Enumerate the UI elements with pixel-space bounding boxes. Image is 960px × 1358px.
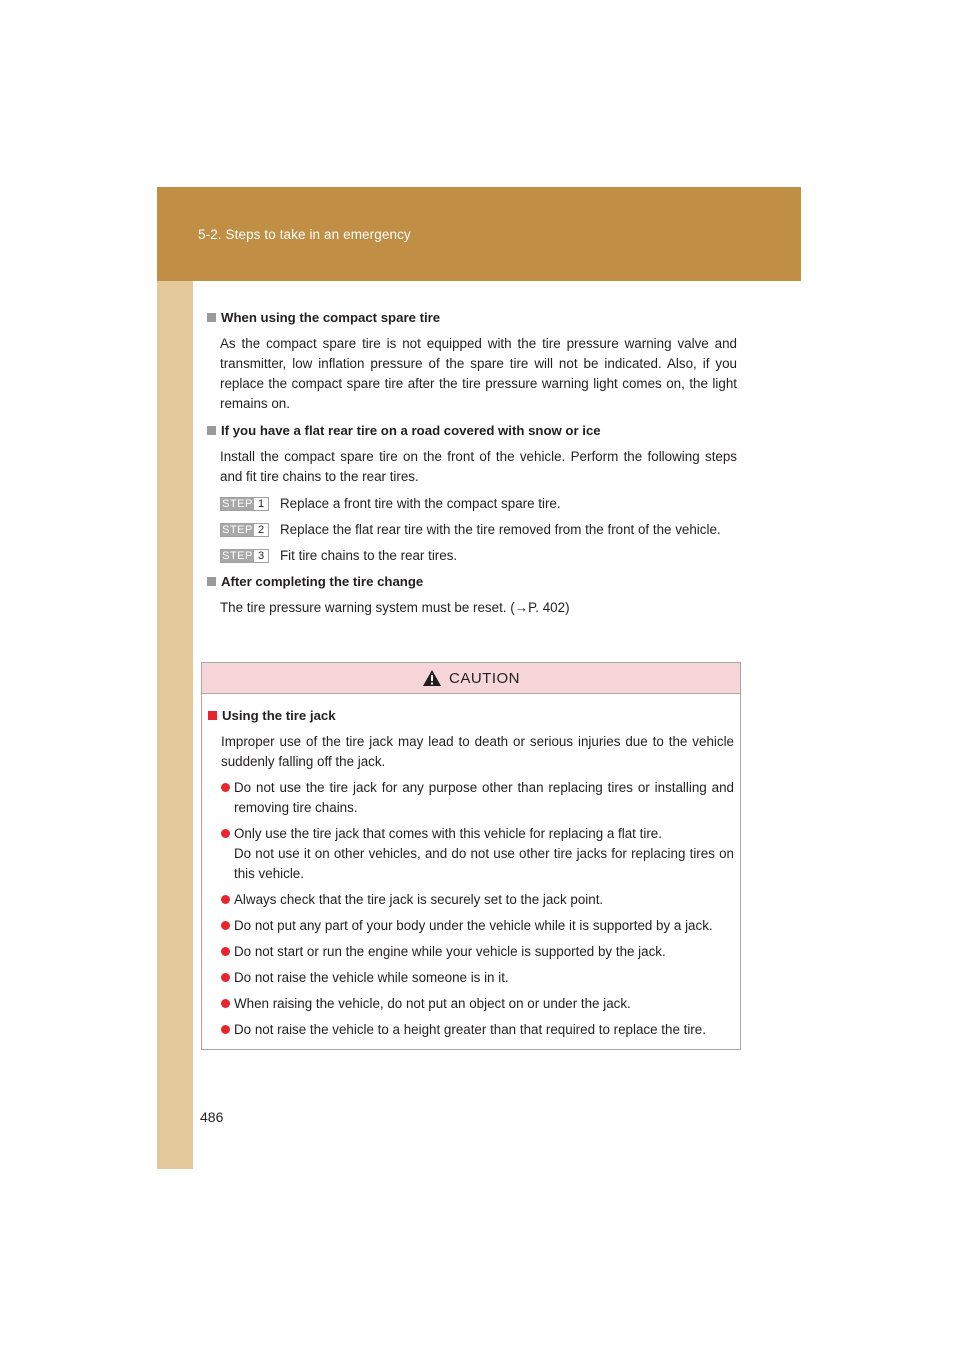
- step-text: Fit tire chains to the rear tires.: [280, 548, 458, 563]
- caution-bullet: [221, 968, 734, 988]
- caution-intro: Improper use of the tire jack may lead to death or serious injuries due to the vehicle suddenly falling off the jack.: [221, 734, 734, 769]
- section-title: 5-2. Steps to take in an emergency: [198, 227, 411, 242]
- caution-bullet-list: [208, 778, 734, 1040]
- step-badge: STEP 3: [220, 549, 269, 563]
- caution-heading: Using the tire jack: [208, 706, 734, 726]
- caution-bullet: [221, 916, 734, 936]
- caution-bullet: [221, 824, 734, 884]
- caution-box: [201, 662, 741, 1050]
- square-bullet-icon: [207, 313, 216, 322]
- red-dot-bullet-icon: [221, 999, 230, 1008]
- red-dot-bullet-icon: [221, 783, 230, 792]
- caution-header: [202, 663, 740, 694]
- caution-bullet: [221, 942, 734, 962]
- section-body: As the compact spare tire is not equipped with the tire pressure warning valve and transmitter, low inflation pressure of the spare tire will not be indicated. Also, if you replace the compact spare tire after the tire pressure warning light comes on, the light remains on.: [220, 336, 737, 411]
- caution-bullet: [221, 778, 734, 818]
- caution-bullet-text: Always check that the tire jack is securely set to the jack point.: [234, 892, 604, 907]
- step-item: [220, 546, 737, 566]
- caution-bullet: [221, 890, 734, 910]
- step-text: Replace a front tire with the compact spare tire.: [280, 496, 561, 511]
- side-strip: [157, 187, 193, 1169]
- square-bullet-icon: [208, 711, 217, 720]
- red-dot-bullet-icon: [221, 829, 230, 838]
- caution-bullet-text: Do not start or run the engine while your vehicle is supported by the jack.: [234, 944, 666, 959]
- red-dot-bullet-icon: [221, 921, 230, 930]
- square-bullet-icon: [207, 426, 216, 435]
- red-dot-bullet-icon: [221, 947, 230, 956]
- section-body: Install the compact spare tire on the front of the vehicle. Perform the following steps and fit tire chains to the rear tires.: [220, 449, 737, 484]
- caution-bullet-text: Do not raise the vehicle to a height greater than that required to replace the tire.: [234, 1022, 706, 1037]
- step-badge: STEP 2: [220, 523, 269, 537]
- red-dot-bullet-icon: [221, 973, 230, 982]
- caution-bullet: [221, 1020, 734, 1040]
- step-text: Replace the flat rear tire with the tire removed from the front of the vehicle.: [280, 522, 721, 537]
- section-heading: When using the compact spare tire: [207, 308, 737, 328]
- page-number: 486: [200, 1109, 224, 1125]
- step-item: [220, 494, 737, 514]
- main-content: [207, 308, 737, 625]
- caution-bullet-text: Only use the tire jack that comes with this vehicle for replacing a flat tire. Do not use it on other vehicles, and do not use other tire jacks for replacing tires on this vehicle.: [234, 826, 734, 881]
- caution-body: [202, 694, 740, 1040]
- section-heading: If you have a flat rear tire on a road covered with snow or ice: [207, 421, 737, 441]
- step-badge: STEP 1: [220, 497, 269, 511]
- section-heading: After completing the tire change: [207, 572, 737, 592]
- warning-triangle-icon: [422, 669, 442, 687]
- red-dot-bullet-icon: [221, 895, 230, 904]
- caution-bullet-text: When raising the vehicle, do not put an object on or under the jack.: [234, 996, 631, 1011]
- caution-bullet: [221, 994, 734, 1014]
- caution-bullet-text: Do not use the tire jack for any purpose other than replacing tires or installing and removing tire chains.: [234, 780, 734, 815]
- square-bullet-icon: [207, 577, 216, 586]
- caution-title: CAUTION: [449, 669, 520, 687]
- step-item: [220, 520, 737, 540]
- caution-bullet-text: Do not raise the vehicle while someone is in it.: [234, 970, 509, 985]
- red-dot-bullet-icon: [221, 1025, 230, 1034]
- section-body: The tire pressure warning system must be reset. (→P. 402): [220, 600, 570, 615]
- caution-bullet-text: Do not put any part of your body under the vehicle while it is supported by a jack.: [234, 918, 713, 933]
